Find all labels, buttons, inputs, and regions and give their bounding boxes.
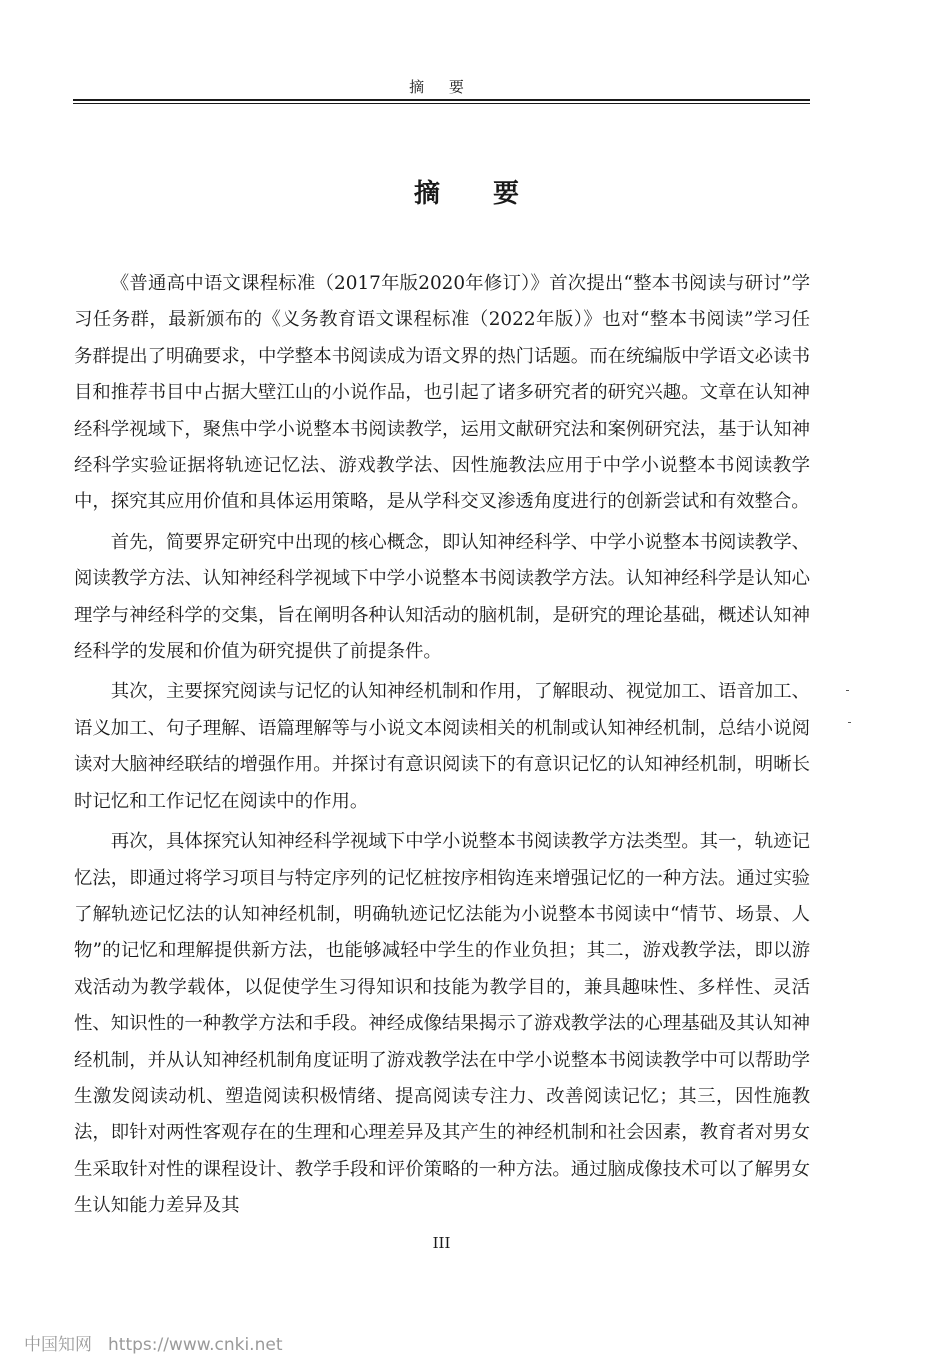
watermark-url[interactable]: https://www.cnki.net	[108, 1335, 283, 1355]
abstract-paragraph-4: 再次，具体探究认知神经科学视域下中学小说整本书阅读教学方法类型。其一，轨迹记忆法，即通过将学习项目与特定序列的记忆桩按序相钩连来增强记忆的一种方法。通过实验了解轨迹记忆法的认知神经机制，明确轨迹记忆法能为小说整本书阅读中“情节、场景、人物”的记忆和理解提供新方法，也能够减轻中学生的作业负担；其二，游戏教学法，即以游戏活动为教学载体，以促使学生习得知识和技能为教学目的，兼具趣味性、多样性、灵活性、知识性的一种教学方法和手段。神经成像结果揭示了游戏教学法的心理基础及其认知神经机制，并从认知神经机制角度证明了游戏教学法在中学小说整本书阅读教学中可以帮助学生激发阅读动机、塑造阅读积极情绪、提高阅读专注力、改善阅读记忆；其三，因性施教法，即针对两性客观存在的生理和心理差异及其产生的神经机制和社会因素，教育者对男女生采取针对性的课程设计、教学手段和评价策略的一种方法。通过脑成像技术可以了解男女生认知能力差异及其	[74, 831, 810, 1217]
header-rule	[73, 99, 810, 101]
abstract-paragraph-3: 其次，主要探究阅读与记忆的认知神经机制和作用，了解眼动、视觉加工、语音加工、语义加工、句子理解、语篇理解等与小说文本阅读相关的机制或认知神经机制，总结小说阅读对大脑神经联结的增强作用。并探讨有意识阅读下的有意识记忆的认知神经机制，明晰长时记忆和工作记忆在阅读中的作用。	[74, 681, 810, 812]
abstract-paragraph-2: 首先，简要界定研究中出现的核心概念，即认知神经科学、中学小说整本书阅读教学、阅读教学方法、认知神经科学视域下中学小说整本书阅读教学方法。认知神经科学是认知心理学与神经科学的交集，旨在阐明各种认知活动的脑机制，是研究的理论基础，概述认知神经科学的发展和价值为研究提供了前提条件。	[74, 531, 810, 663]
running-header: 摘 要	[409, 78, 474, 96]
page-number: III	[432, 1234, 451, 1252]
scan-speck	[848, 722, 851, 723]
abstract-body	[74, 266, 810, 1229]
watermark-site-name: 中国知网	[24, 1335, 92, 1355]
abstract-paragraph-1: 《普通高中语文课程标准（2017年版2020年修订）》首次提出“整本书阅读与研讨”学习任务群，最新颁布的《义务教育语文课程标准（2022年版）》也对“整本书阅读”学习任务群提出了明确要求，中学整本书阅读成为语文界的热门话题。而在统编版中学语文必读书目和推荐书目中占据大壁江山的小说作品，也引起了诸多研究者的研究兴趣。文章在认知神经科学视域下，聚焦中学小说整本书阅读教学，运用文献研究法和案例研究法，基于认知神经科学实验证据将轨迹记忆法、游戏教学法、因性施教法应用于中学小说整本书阅读教学中，探究其应用价值和具体运用策略，是从学科交叉渗透角度进行的创新尝试和有效整合。	[74, 273, 810, 513]
page-title: 摘 要	[413, 179, 542, 209]
watermark	[24, 1335, 282, 1355]
header-rule-thin	[73, 103, 810, 104]
scan-speck	[846, 690, 849, 691]
